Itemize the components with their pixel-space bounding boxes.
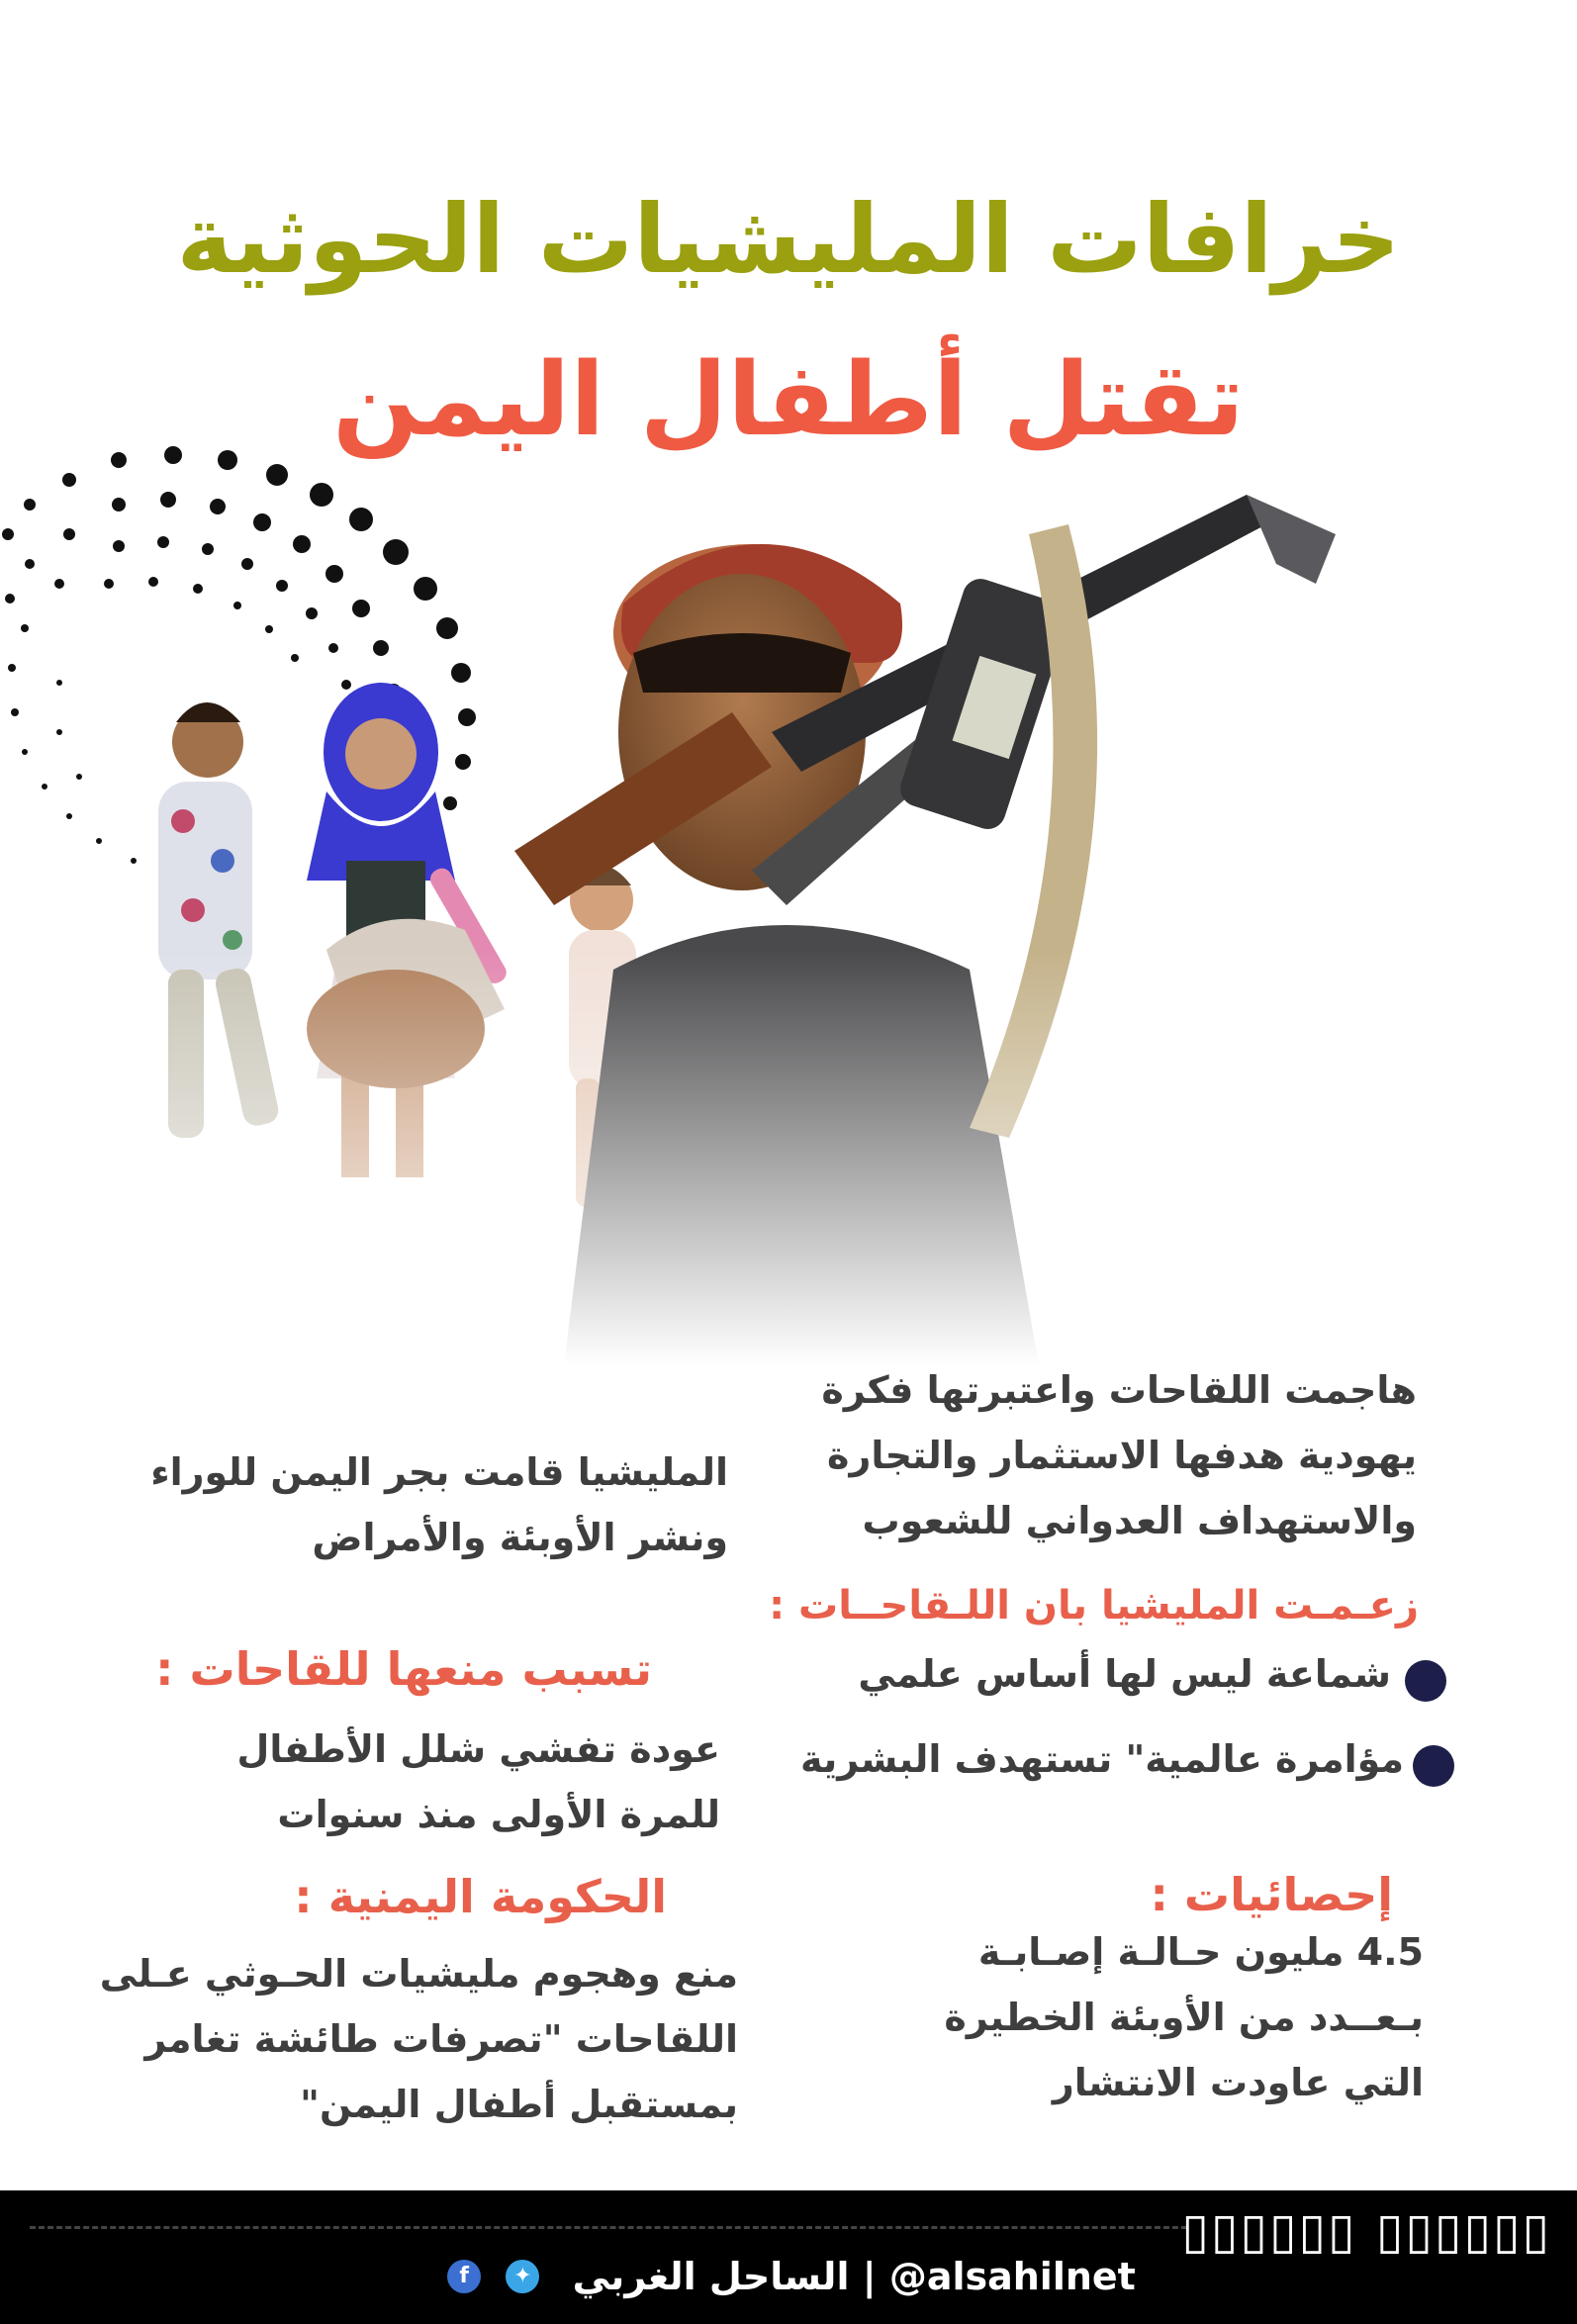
ban-text (236, 1717, 720, 1847)
footer-bar (0, 2190, 1577, 2324)
facebook-icon[interactable]: f (447, 2260, 481, 2293)
left-intro-line: المليشيا قامت بجر اليمن للوراء (150, 1450, 728, 1494)
stats-text (944, 1919, 1424, 2115)
brand-text: الساحل الغربي | @alsahilnet (572, 2254, 1136, 2298)
left-intro-line: ونشر الأوبئة والأمراض (312, 1516, 728, 1559)
left-intro (150, 1440, 728, 1570)
ban-line: عودة تفشي شلل الأطفال (236, 1727, 720, 1771)
gov-line: منع وهجوم مليشيات الحـوثي عـلى (99, 1952, 738, 1996)
footer-divider (30, 2226, 1187, 2229)
ban-line: للمرة الأولى منذ سنوات (277, 1793, 720, 1836)
title-line-1: خرافات المليشيات الحوثية (176, 184, 1401, 295)
stats-line: بـعــدد من الأوبئة الخطيرة (944, 1996, 1424, 2039)
right-intro-line: والاستهداف العدواني للشعوب (862, 1499, 1417, 1542)
claims-heading: زعـمـت المليشيا بان اللـقاحــات : (769, 1583, 1419, 1628)
twitter-icon[interactable]: ✦ (506, 2260, 539, 2293)
bullet-dot (1405, 1660, 1446, 1702)
claim-item-1: شماعة ليس لها أساس علمي (858, 1652, 1391, 1696)
right-intro (821, 1357, 1417, 1553)
hero-photo (0, 435, 1577, 1365)
footer-brand (0, 2252, 1577, 2298)
ban-heading: تسبب منعها للقاحات : (155, 1642, 652, 1696)
bullet-dot (1413, 1745, 1454, 1787)
stats-line: 4.5 مليون حـالـة إصـابـة (977, 1930, 1424, 1974)
right-intro-line: يهودية هدفها الاستثمار والتجارة (827, 1434, 1417, 1477)
title-line-2: تقتل أطفال اليمن (332, 341, 1245, 459)
right-intro-line: هاجمت اللقاحات واعتبرتها فكرة (821, 1368, 1417, 1412)
stats-line: التي عاودت الانتشار (1052, 2061, 1424, 2104)
gov-line: بمستقبل أطفال اليمن" (300, 2083, 738, 2126)
gov-line: اللقاحات "تصرفات طائشة تغامر (144, 2017, 738, 2061)
claim-item-2: مؤامرة عالمية" تستهدف البشرية (799, 1737, 1404, 1781)
footer-label: ▯▯▯▯▯▯ ▯▯▯▯▯▯ (1181, 2202, 1551, 2260)
stats-heading: إحصائيات : (1150, 1868, 1393, 1921)
gov-heading: الحكومة اليمنية : (294, 1870, 667, 1923)
gov-text (100, 1941, 738, 2137)
